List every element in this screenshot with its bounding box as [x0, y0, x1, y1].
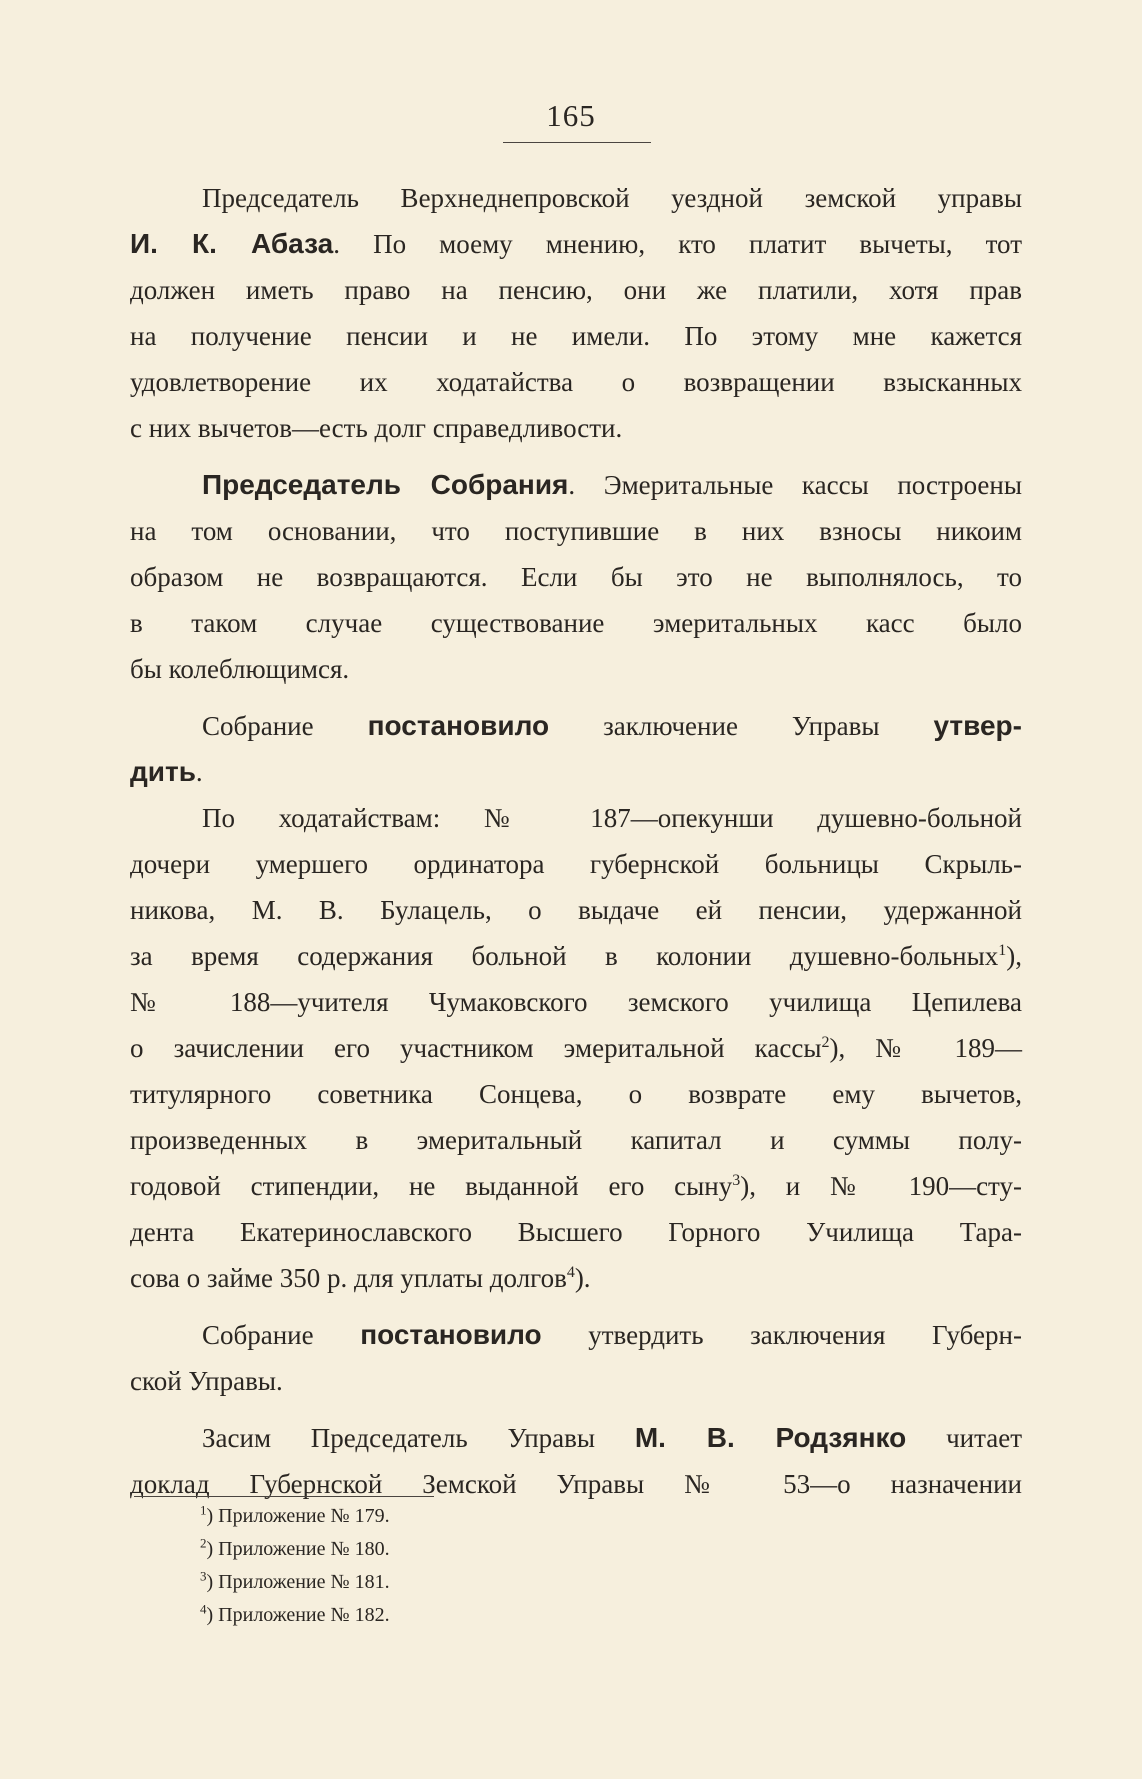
body-text — [130, 175, 1022, 1507]
footnote-text: Приложение № 180. — [218, 1538, 390, 1560]
text-line: Председатель Собрания. Эмеритальные кассы построены — [202, 469, 1022, 500]
spaced-emphasis: дить — [130, 756, 196, 787]
header-rule — [503, 142, 651, 143]
footnotes — [200, 1500, 390, 1632]
text-line: на том основании, что поступившие в них взносы никоим — [130, 516, 1022, 546]
footnote-ref: 1 — [998, 942, 1007, 959]
text-line: о зачислении его участником эмеритальной кассы$^2$), № 189— — [130, 1033, 1022, 1063]
text-line: дента Екатеринославского Высшего Горного Училища Тара- — [130, 1217, 1022, 1247]
footnote-mark: 2 — [200, 1535, 207, 1551]
text-line: И. К. Абаза. По моему мнению, кто платит вычеты, тот — [130, 228, 1022, 259]
footnote-mark: 4 — [200, 1601, 207, 1617]
text-line: должен иметь право на пенсию, они же платили, хотя прав — [130, 275, 1022, 305]
spaced-emphasis: Председатель Собрания — [202, 469, 569, 500]
text-line: за время содержания больной в колонии душевно-больных$^1$), — [130, 941, 1022, 971]
paragraph-rodzyanko — [130, 1415, 1022, 1507]
footnote: $^3$) Приложение № 181. — [200, 1568, 390, 1593]
text-line: бы колеблющимся. — [130, 654, 350, 684]
text-line: По ходатайствам: № 187—опекунши душевно-больной — [202, 803, 1022, 833]
paragraph-petitions — [130, 795, 1022, 1301]
spaced-emphasis: постановило — [360, 1319, 542, 1350]
text-line: дочери умершего ординатора губернской больницы Скрыль- — [130, 849, 1022, 879]
footnote: $^2$) Приложение № 180. — [200, 1535, 390, 1560]
text-line: ской Управы. — [130, 1366, 283, 1396]
page-number: 165 — [546, 98, 596, 133]
footnote-ref: 3 — [732, 1172, 741, 1189]
text-line: образом не возвращаются. Если бы это не выполнялось, то — [130, 562, 1022, 592]
footnote-text: Приложение № 182. — [218, 1604, 390, 1626]
footnote: $^4$) Приложение № 182. — [200, 1601, 390, 1626]
spaced-emphasis: И. К. Абаза — [130, 228, 334, 259]
text-line: на получение пенсии и не имели. По этому мне кажется — [130, 321, 1022, 351]
paragraph-chairman — [130, 462, 1022, 692]
text-line: никова, М. В. Булацель, о выдаче ей пенсии, удержанной — [130, 895, 1022, 925]
text-line: дить. — [130, 756, 203, 787]
paragraph-abaza — [130, 175, 1022, 451]
footnote-ref: 4 — [566, 1264, 575, 1281]
text-line: удовлетворение их ходатайства о возвращении взысканных — [130, 367, 1022, 397]
footnote-mark: 1 — [200, 1502, 207, 1518]
text-line: в таком случае существование эмеритальных касс было — [130, 608, 1022, 638]
text-line: сова о займе 350 р. для уплаты долгов$^4$). — [130, 1263, 591, 1293]
text-line: № 188—учителя Чумаковского земского училища Цепилева — [130, 987, 1022, 1017]
spaced-emphasis: утвер- — [933, 710, 1022, 741]
footnote-ref: 2 — [821, 1034, 830, 1051]
text-line: Собрание постановило заключение Управы утвер- — [202, 710, 1022, 741]
spaced-emphasis: постановило — [367, 710, 550, 741]
text-line: с них вычетов—есть долг справедливости. — [130, 413, 623, 443]
text-line: произведенных в эмеритальный капитал и суммы полу- — [130, 1125, 1022, 1155]
spaced-emphasis: М. В. Родзянко — [634, 1422, 907, 1453]
paragraph-resolution-1 — [130, 703, 1022, 795]
text-line: доклад Губернской Земской Управы № 53—о назначении — [130, 1469, 1022, 1499]
footnote-mark: 3 — [200, 1568, 207, 1584]
text-line: титулярного советника Сонцева, о возврате ему вычетов, — [130, 1079, 1022, 1109]
paragraph-resolution-2 — [130, 1312, 1022, 1404]
footnote: $^1$) Приложение № 179. — [200, 1502, 390, 1527]
text-line: Засим Председатель Управы М. В. Родзянко читает — [202, 1422, 1022, 1453]
text-line: годовой стипендии, не выданной его сыну$^3$), и № 190—сту- — [130, 1171, 1022, 1201]
text-line: Собрание постановило утвердить заключения Губерн- — [202, 1319, 1022, 1350]
footnote-text: Приложение № 179. — [218, 1505, 390, 1527]
footnote-rule — [134, 1496, 434, 1497]
footnote-text: Приложение № 181. — [218, 1571, 390, 1593]
text-line: Председатель Верхнеднепровской уездной земской управы — [202, 183, 1022, 213]
